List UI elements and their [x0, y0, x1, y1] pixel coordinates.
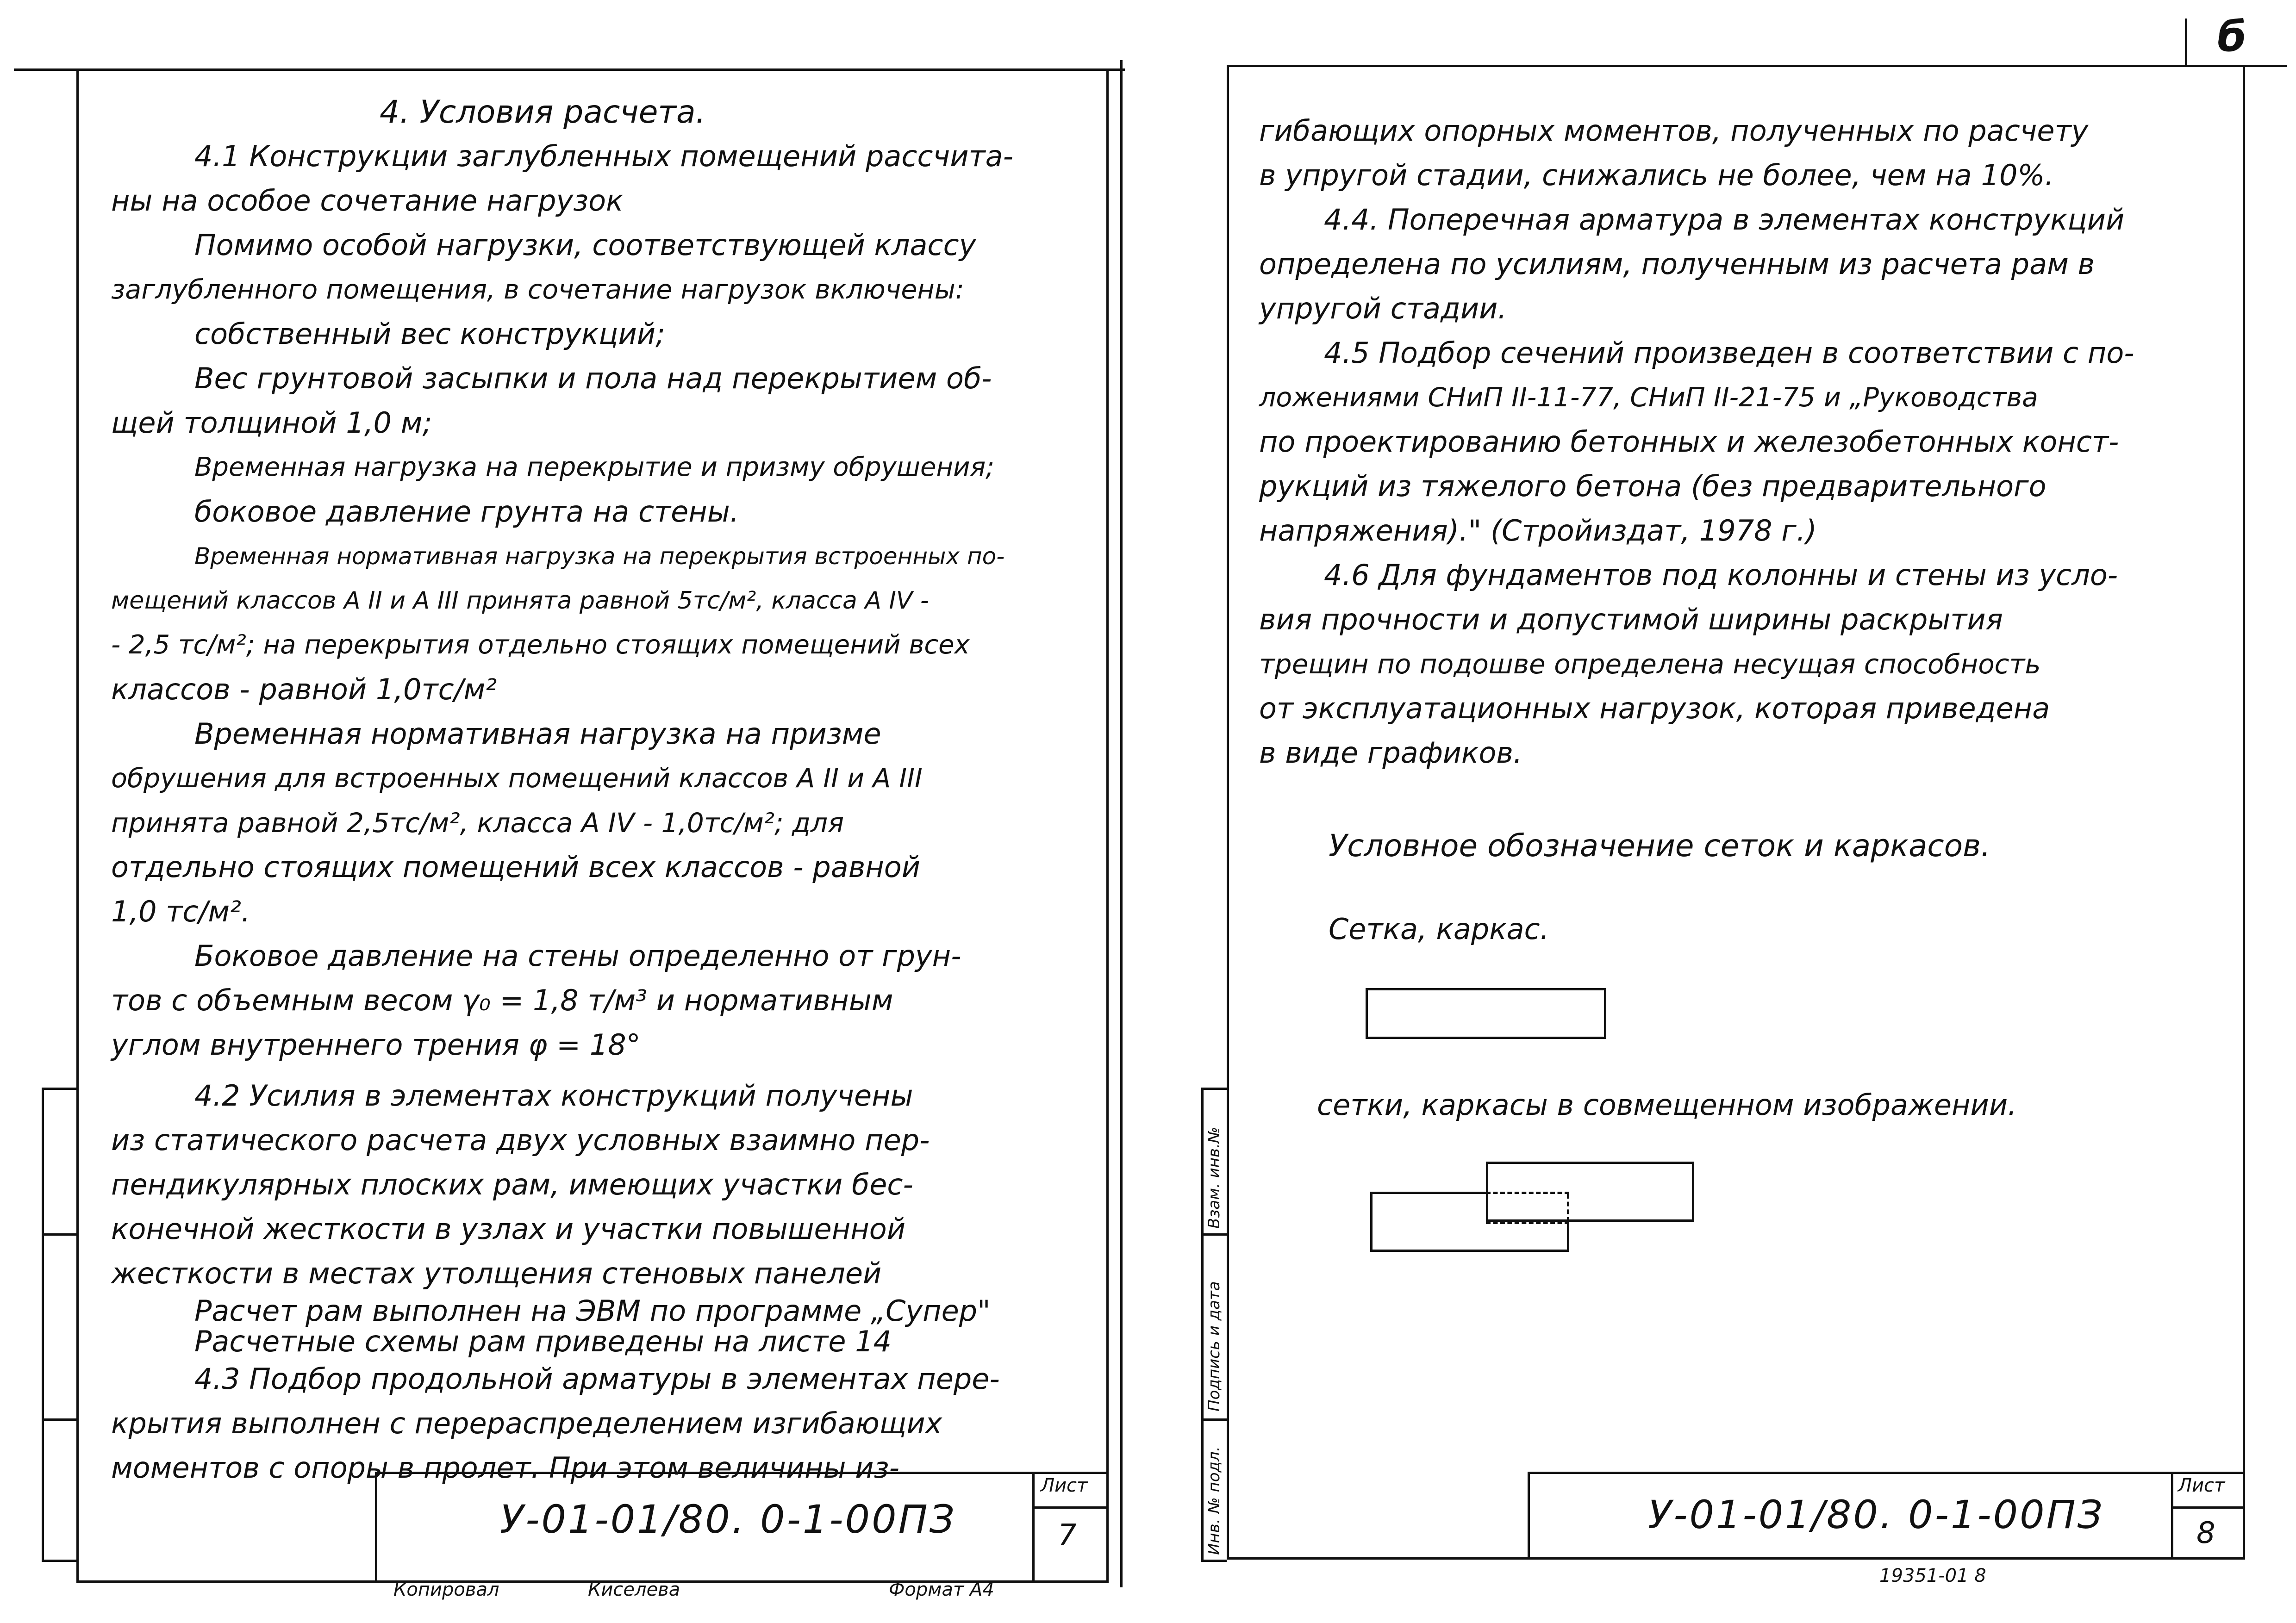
text-line: принята равной 2,5тс/м², класса А IV - 1,0тс/м²; для — [111, 807, 844, 839]
text-line: конечной жесткости в узлах и участки повышенной — [111, 1212, 905, 1246]
left-footer-format: Формат А4 — [889, 1579, 994, 1600]
text-line: по проектированию бетонных и железобетонных конст- — [1259, 425, 2119, 459]
side-column-h4 — [1201, 1560, 1227, 1562]
text-line: заглубленного помещения, в сочетание нагрузок включены: — [111, 274, 964, 305]
text-line: тов с объемным весом γ₀ = 1,8 т/м³ и нормативным — [111, 983, 893, 1017]
combined-lower-top-left — [1370, 1192, 1486, 1194]
text-line: 4.6 Для фундаментов под колонны и стены из усло- — [1324, 558, 2118, 592]
text-line: собственный вес конструкций; — [194, 317, 665, 351]
text-line: от эксплуатационных нагрузок, которая приведена — [1259, 691, 2050, 725]
text-line: определена по усилиям, полученным из расчета рам в — [1259, 247, 2095, 281]
text-line: обрушения для встроенных помещений классов А II и А III — [111, 763, 923, 794]
text-line: Боковое давление на стены определенно от грун- — [194, 939, 961, 973]
text-line: боковое давление грунта на стены. — [194, 495, 739, 529]
text-line: мещений классов А II и А III принята равной 5тс/м², класса А IV - — [111, 587, 929, 615]
text-line: щей толщиной 1,0 м; — [111, 406, 432, 440]
corner-mark-rule — [2185, 65, 2287, 67]
text-line: Временная нагрузка на перекрытие и призму обрушения; — [194, 452, 995, 482]
text-line: Временная нормативная нагрузка на призме — [194, 717, 881, 751]
left-strip-h2 — [42, 1233, 79, 1236]
combined-lower-right — [1567, 1222, 1569, 1252]
left-footer-name: Киселева — [588, 1579, 680, 1600]
side-column-h2 — [1201, 1233, 1227, 1236]
side-label-inventory: Инв. № подл. — [1205, 1446, 1223, 1555]
side-column-h1 — [1201, 1088, 1227, 1090]
corner-mark: б — [2217, 12, 2246, 61]
left-strip-h1 — [42, 1088, 79, 1090]
text-line: напряжения)." (Стройиздат, 1978 г.) — [1259, 514, 1817, 547]
section-heading: 4. Условия расчета. — [380, 94, 706, 131]
text-line: моментов с опоры в пролет. При этом величины из- — [111, 1451, 899, 1485]
left-sheet-number: 7 — [1058, 1518, 1077, 1553]
left-footer-copied: Копировал — [393, 1579, 499, 1600]
text-line: Вес грунтовой засыпки и пола над перекрытием об- — [194, 361, 992, 395]
text-line: отдельно стоящих помещений всех классов - равной — [111, 850, 921, 884]
combined-dash-left — [1486, 1194, 1488, 1222]
left-body-text — [111, 134, 1013, 1490]
text-line: 4.2 Усилия в элементах конструкций получены — [194, 1079, 913, 1113]
text-line: гибающих опорных моментов, полученных по расчету — [1259, 114, 2089, 148]
text-line: Временная нормативная нагрузка на перекрытия встроенных по- — [194, 543, 1005, 570]
text-line: 1,0 тс/м². — [111, 895, 250, 928]
side-column-right — [1201, 1088, 1204, 1560]
text-line: 4.5 Подбор сечений произведен в соответствии с по- — [1324, 336, 2134, 370]
left-strip-h3 — [42, 1418, 79, 1421]
text-line: из статического расчета двух условных взаимно пер- — [111, 1123, 930, 1157]
right-stamp-code: У-01-01/80. 0-1-00ПЗ — [1648, 1492, 2104, 1537]
text-line: в упругой стадии, снижались не более, чем на 10%. — [1259, 158, 2054, 192]
text-line: ложениями СНиП II-11-77, СНиП II-21-75 и „Руководства — [1259, 382, 2038, 413]
combined-dash-bottom — [1486, 1222, 1569, 1224]
text-line: упругой стадии. — [1259, 292, 1507, 325]
binding-line — [1120, 60, 1123, 1587]
text-line: углом внутреннего трения φ = 18° — [111, 1028, 641, 1062]
right-body-text — [1259, 109, 2134, 775]
text-line: Расчет рам выполнен на ЭВМ по программе „Супер" — [194, 1294, 991, 1328]
legend-title: Условное обозначение сеток и каркасов. — [1329, 828, 1990, 864]
side-label-signature: Подпись и дата — [1205, 1281, 1223, 1412]
mesh-symbol — [1366, 988, 1606, 1039]
combined-dash-right — [1567, 1194, 1569, 1222]
left-strip-line — [42, 1088, 44, 1560]
left-stamp-code: У-01-01/80. 0-1-00ПЗ — [500, 1497, 956, 1542]
text-line: 4.3 Подбор продольной арматуры в элементах пере- — [194, 1362, 1000, 1396]
text-line: в виде графиков. — [1259, 736, 1522, 770]
right-stamp-divider-h — [2171, 1506, 2245, 1509]
text-line: ны на особое сочетание нагрузок — [111, 184, 624, 218]
text-line: крытия выполнен с перераспределением изгибающих — [111, 1406, 942, 1440]
text-line: пендикулярных плоских рам, имеющих участки бес- — [111, 1168, 913, 1201]
text-line: жесткости в местах утолщения стеновых панелей — [111, 1256, 882, 1290]
right-footer-number: 19351-01 8 — [1879, 1565, 1986, 1586]
text-line: вия прочности и допустимой ширины раскрытия — [1259, 603, 2003, 636]
side-label-replace: Взам. инв.№ — [1205, 1126, 1223, 1229]
right-stamp-divider — [2171, 1472, 2173, 1560]
right-sheet-number: 8 — [2196, 1516, 2215, 1550]
text-line: трещин по подошве определена несущая способность — [1259, 648, 2041, 680]
text-line: Расчетные схемы рам приведены на листе 14 — [194, 1325, 892, 1358]
text-line: 4.1 Конструкции заглубленных помещений рассчита- — [194, 139, 1013, 173]
side-column-h3 — [1201, 1418, 1227, 1421]
text-line: классов - равной 1,0тс/м² — [111, 672, 497, 706]
left-sheet-label: Лист — [1041, 1475, 1088, 1496]
left-stamp-divider — [1032, 1472, 1035, 1583]
combined-dash-top — [1486, 1192, 1569, 1194]
right-sheet-label: Лист — [2178, 1475, 2225, 1496]
text-line: Помимо особой нагрузки, соответствующей классу — [194, 228, 976, 262]
left-strip-h4 — [42, 1560, 79, 1562]
text-line: рукций из тяжелого бетона (без предварительного — [1259, 469, 2046, 503]
corner-mark-divider — [2185, 19, 2187, 67]
text-line: 4.4. Поперечная арматура в элементах конструкций — [1324, 203, 2125, 236]
legend-item-mesh: Сетка, каркас. — [1329, 912, 1549, 946]
left-stamp-divider-h — [1032, 1506, 1109, 1509]
legend-item-combined: сетки, каркасы в совмещенном изображении. — [1317, 1088, 2017, 1122]
text-line: - 2,5 тс/м²; на перекрытия отдельно стоящих помещений всех — [111, 630, 970, 660]
